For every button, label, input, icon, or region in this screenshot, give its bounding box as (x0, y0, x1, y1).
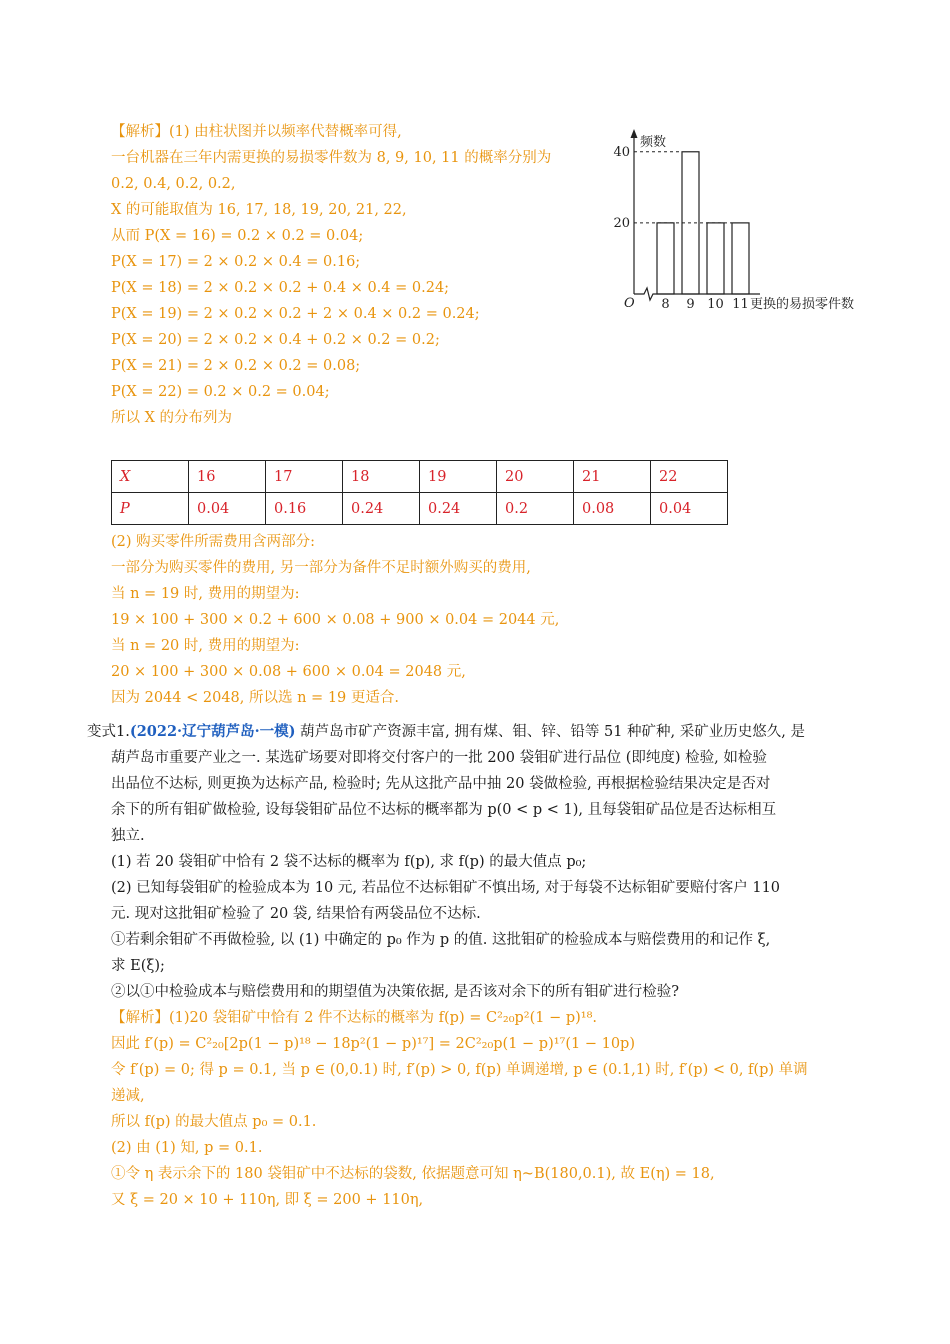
solution1-line: P(X = 21) = 2 × 0.2 × 0.2 = 0.08; (111, 358, 361, 374)
table-cell: 0.24 (343, 493, 420, 525)
solution1-line: P(X = 18) = 2 × 0.2 × 0.2 + 0.4 × 0.4 = 0.24; (111, 280, 450, 296)
solution1-line: 一台机器在三年内需更换的易损零件数为 8, 9, 10, 11 的概率分别为 (111, 150, 552, 166)
bar (707, 223, 724, 294)
solution2-line: 因为 2044 < 2048, 所以选 n = 19 更适合. (111, 690, 399, 706)
origin-label: O (624, 296, 635, 311)
table-cell: X (112, 461, 189, 493)
solution3-line: (2) 由 (1) 知, p = 0.1. (111, 1140, 263, 1156)
solution1-line: 【解析】(1) 由柱状图并以频率代替概率可得, (111, 124, 402, 140)
solution2-line: 19 × 100 + 300 × 0.2 + 600 × 0.08 + 900 × 0.04 = 2044 元, (111, 612, 560, 628)
solution3-line: 递减, (111, 1088, 145, 1104)
solution1-line: 从而 P(X = 16) = 0.2 × 0.2 = 0.04; (111, 228, 364, 244)
variant-line: 葫芦岛市重要产业之一. 某选矿场要对即将交付客户的一批 200 袋钼矿进行品位 (即纯度) 检验, 如检验 (111, 750, 767, 766)
bar (732, 223, 749, 294)
variant-first-line: 葫芦岛市矿产资源丰富, 拥有煤、钼、锌、铅等 51 种矿种, 采矿业历史悠久, 是 (295, 724, 805, 740)
table-cell: 0.08 (574, 493, 651, 525)
solution3-line: ①令 η 表示余下的 180 袋钼矿中不达标的袋数, 依据题意可知 η~B(180,0.1), 故 E(η) = 18, (111, 1166, 715, 1182)
table-cell: 20 (497, 461, 574, 493)
solution1-line: P(X = 17) = 2 × 0.2 × 0.4 = 0.16; (111, 254, 361, 270)
solution1-line: 0.2, 0.4, 0.2, 0.2, (111, 176, 236, 192)
solution1-line: X 的可能取值为 16, 17, 18, 19, 20, 21, 22, (111, 202, 407, 218)
table-cell: 22 (651, 461, 728, 493)
y-axis-label: 频数 (640, 135, 667, 150)
table-cell: 19 (420, 461, 497, 493)
frequency-bar-chart (600, 124, 880, 324)
variant-line: 元. 现对这批钼矿检验了 20 袋, 结果恰有两袋品位不达标. (111, 906, 481, 922)
solution3-line: 所以 f(p) 的最大值点 p₀ = 0.1. (111, 1114, 317, 1130)
table-cell: 18 (343, 461, 420, 493)
solution2-line: 20 × 100 + 300 × 0.08 + 600 × 0.04 = 2048 元, (111, 664, 466, 680)
x-tick-label: 11 (732, 297, 749, 312)
y-tick-label: 40 (613, 144, 630, 160)
solution3-line: 【解析】(1)20 袋钼矿中恰有 2 件不达标的概率为 f(p) = C²₂₀p²(1 − p)¹⁸. (111, 1010, 598, 1026)
x-tick-label: 10 (707, 297, 724, 312)
variant-line: 余下的所有钼矿做检验, 设每袋钼矿品位不达标的概率都为 p(0 < p < 1), 且每袋钼矿品位是否达标相互 (111, 802, 777, 818)
table-cell: 0.04 (651, 493, 728, 525)
table-cell: 16 (189, 461, 266, 493)
x-tick-label: 8 (661, 297, 670, 312)
variant-line: 求 E(ξ); (111, 958, 165, 974)
bar (657, 223, 674, 294)
solution2-line: 当 n = 20 时, 费用的期望为: (111, 638, 300, 654)
variant-line: 出品位不达标, 则更换为达标产品, 检验时; 先从这批产品中抽 20 袋做检验, 再根据检验结果决定是否对 (111, 776, 771, 792)
table-cell: P (112, 493, 189, 525)
solution2-line: 当 n = 19 时, 费用的期望为: (111, 586, 300, 602)
variant-line: ①若剩余钼矿不再做检验, 以 (1) 中确定的 p₀ 作为 p 的值. 这批钼矿的检验成本与赔偿费用的和记作 ξ, (111, 932, 771, 948)
solution2-line: (2) 购买零件所需费用含两部分: (111, 534, 316, 550)
table-row (112, 493, 728, 525)
x-tick-label: 9 (686, 297, 695, 312)
variant-line: 独立. (111, 828, 145, 844)
solution1-line: P(X = 20) = 2 × 0.2 × 0.4 + 0.2 × 0.2 = 0.2; (111, 332, 440, 348)
y-tick-label: 20 (613, 215, 630, 231)
variant-line: ②以①中检验成本与赔偿费用和的期望值为决策依据, 是否该对余下的所有钼矿进行检验? (111, 984, 679, 1000)
distribution-table (111, 460, 728, 525)
variant-label: 变式1. (87, 724, 130, 740)
table-cell: 0.24 (420, 493, 497, 525)
variant-line: (2) 已知每袋钼矿的检验成本为 10 元, 若品位不达标钼矿不慎出场, 对于每袋不达标钼矿要赔付客户 110 (111, 880, 781, 896)
solution3-line: 令 f′(p) = 0; 得 p = 0.1, 当 p ∈ (0,0.1) 时, f′(p) > 0, f(p) 单调递增, p ∈ (0.1,1) 时, f′(p) < 0, f(p) 单调 (111, 1062, 808, 1078)
table-cell: 0.04 (189, 493, 266, 525)
table-cell: 0.2 (497, 493, 574, 525)
x-axis-label: 更换的易损零件数 (750, 297, 855, 312)
solution1-line: 所以 X 的分布列为 (111, 410, 233, 426)
solution3-line: 因此 f′(p) = C²₂₀[2p(1 − p)¹⁸ − 18p²(1 − p)¹⁷] = 2C²₂₀p(1 − p)¹⁷(1 − 10p) (111, 1036, 635, 1052)
solution1-line: P(X = 19) = 2 × 0.2 × 0.2 + 2 × 0.4 × 0.2 = 0.24; (111, 306, 480, 322)
solution3-line: 又 ξ = 20 × 10 + 110η, 即 ξ = 200 + 110η, (111, 1192, 424, 1208)
table-cell: 17 (266, 461, 343, 493)
table-cell: 21 (574, 461, 651, 493)
variant-line: (1) 若 20 袋钼矿中恰有 2 袋不达标的概率为 f(p), 求 f(p) 的最大值点 p₀; (111, 854, 587, 870)
y-axis-arrow (631, 129, 638, 138)
table-cell: 0.16 (266, 493, 343, 525)
solution2-line: 一部分为购买零件的费用, 另一部分为备件不足时额外购买的费用, (111, 560, 531, 576)
table-row (112, 461, 728, 493)
variant-heading (87, 722, 805, 742)
solution1-line: P(X = 22) = 0.2 × 0.2 = 0.04; (111, 384, 330, 400)
variant-source: (2022·辽宁葫芦岛·一模) (129, 723, 296, 740)
